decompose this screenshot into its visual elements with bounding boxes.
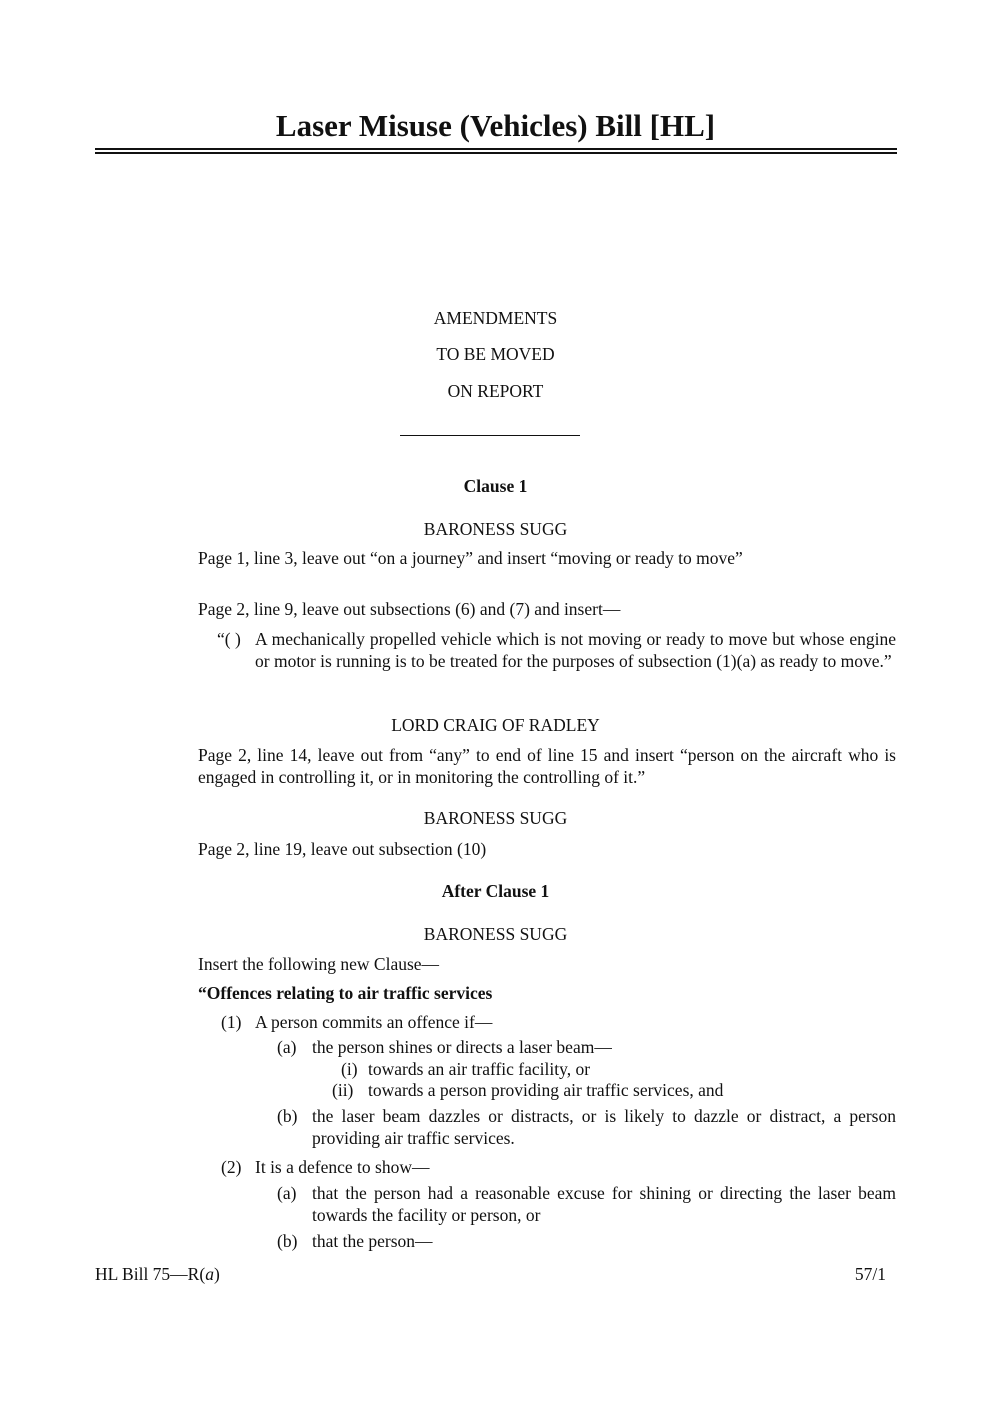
title-rule-bottom [95, 152, 897, 154]
paragraph-number: (b) [277, 1231, 298, 1251]
paragraph-text: that the person had a reasonable excuse for shining or directing the laser beam towards the facility or person, or [312, 1183, 896, 1225]
heading-line-1: AMENDMENTS [433, 308, 558, 328]
mover-name: LORD CRAIG OF RADLEY [391, 715, 600, 735]
subsection-number: (2) [221, 1157, 242, 1177]
paragraph-number: (a) [277, 1183, 297, 1203]
subparagraph-number: (ii) [332, 1080, 354, 1100]
subparagraph-text: towards an air traffic facility, or [368, 1059, 591, 1079]
new-clause-title: “Offences relating to air traffic services [198, 983, 493, 1003]
amendment-text: Page 1, line 3, leave out “on a journey” and insert “moving or ready to move” [198, 548, 743, 568]
heading-divider [400, 435, 580, 436]
heading-line-2: TO BE MOVED [436, 344, 555, 364]
paragraph-text: the laser beam dazzles or distracts, or is likely to dazzle or distract, a person providing air traffic services. [312, 1106, 896, 1148]
section-heading-clause-1: Clause 1 [463, 476, 528, 496]
bill-reference [95, 1263, 220, 1285]
heading-line-3: ON REPORT [447, 381, 544, 401]
subsection-text: It is a defence to show— [255, 1157, 430, 1177]
amendment-text: Page 2, line 14, leave out from “any” to end of line 15 and insert “person on the aircraft who is engaged in controlling it, or in monitoring the controlling of it.” [198, 745, 896, 787]
paragraph-number: (a) [277, 1037, 297, 1057]
amendment-text: Page 2, line 9, leave out subsections (6) and (7) and insert— [198, 599, 621, 619]
amendment-text: Insert the following new Clause— [198, 954, 440, 974]
quote-marker: “( ) [217, 629, 241, 649]
paragraph-text: the person shines or directs a laser beam— [312, 1037, 612, 1057]
paragraph-number: (b) [277, 1106, 298, 1126]
section-heading-after-clause-1: After Clause 1 [441, 881, 550, 901]
bill-reference-italic: a [205, 1264, 214, 1284]
quoted-subsection: A mechanically propelled vehicle which is not moving or ready to move but whose engine or motor is running is to be treated for the purposes of subsection (1)(a) as ready to move.” [255, 629, 896, 671]
document-title: Laser Misuse (Vehicles) Bill [HL] [275, 108, 716, 143]
amendment-text: Page 2, line 19, leave out subsection (10) [198, 839, 487, 859]
page-number: 57/1 [854, 1264, 886, 1284]
subsection-number: (1) [221, 1012, 242, 1032]
mover-name: BARONESS SUGG [423, 519, 568, 539]
title-rule-top [95, 148, 897, 150]
bill-reference-prefix: HL Bill 75—R( [95, 1264, 206, 1284]
mover-name: BARONESS SUGG [423, 924, 568, 944]
subparagraph-number: (i) [341, 1059, 358, 1079]
subparagraph-text: towards a person providing air traffic services, and [368, 1080, 724, 1100]
mover-name: BARONESS SUGG [423, 808, 568, 828]
subsection-text: A person commits an offence if— [255, 1012, 493, 1032]
paragraph-text: that the person— [312, 1231, 433, 1251]
bill-reference-suffix: ) [213, 1264, 220, 1284]
